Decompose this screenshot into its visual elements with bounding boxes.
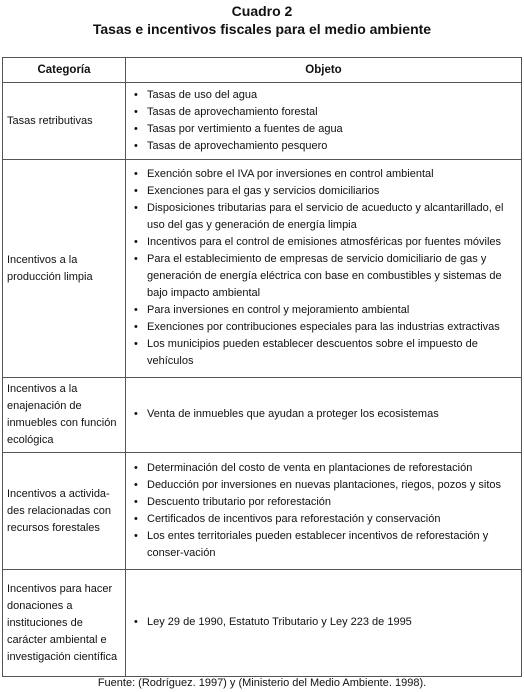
table-header-row	[3, 58, 522, 83]
objects-list	[132, 460, 515, 562]
objects-list	[132, 614, 515, 631]
table-row	[3, 378, 522, 453]
objects-cell	[126, 453, 522, 570]
list-item: • Los municipios pueden establecer descuentos sobre el impuesto de vehículos	[132, 336, 515, 370]
list-item: • Tasas por vertimiento a fuentes de agua	[132, 121, 515, 138]
fiscal-incentives-table	[2, 57, 522, 677]
list-item: • Exenciones para el gas y servicios domiciliarios	[132, 183, 515, 200]
list-item: • Disposiciones tributarias para el servicio de acueducto y alcantarillado, el uso del gas y generación de energía limpia	[132, 200, 515, 234]
list-item: • Certificados de incentivos para reforestación y conservación	[132, 511, 515, 528]
category-cell: Incentivos a la producción limpia	[3, 160, 126, 378]
source-note: Fuente: (Rodríguez. 1997) y (Ministerio del Medio Ambiente. 1998).	[97, 677, 427, 689]
list-item: • Incentivos para el control de emisiones atmosféricas por fuentes móviles	[132, 234, 515, 251]
category-cell: Incentivos para hacer donaciones a instituciones de carácter ambiental e investigación científica	[3, 570, 126, 677]
table-row	[3, 453, 522, 570]
objects-cell	[126, 378, 522, 453]
category-cell: Incentivos a la enajenación de inmuebles con función ecológica	[3, 378, 126, 453]
table-caption	[0, 0, 524, 38]
objects-list	[132, 87, 515, 155]
table-row	[3, 160, 522, 378]
objects-cell	[126, 570, 522, 677]
caption-title: Tasas e incentivos fiscales para el medio ambiente	[92, 21, 432, 37]
category-cell: Tasas retributivas	[3, 83, 126, 160]
caption-label: Cuadro 2	[231, 3, 293, 19]
list-item: • Tasas de aprovechamiento pesquero	[132, 138, 515, 155]
objects-list	[132, 406, 515, 423]
list-item: • Los entes territoriales pueden establecer incentivos de reforestación y conser-vación	[132, 528, 515, 562]
list-item: • Para el establecimiento de empresas de servicio domiciliario de gas y generación de energía eléctrica con base en combustibles y sistemas de bajo impacto ambiental	[132, 251, 515, 302]
list-item: • Descuento tributario por reforestación	[132, 494, 515, 511]
list-item: • Exención sobre el IVA por inversiones en control ambiental	[132, 166, 515, 183]
list-item: • Determinación del costo de venta en plantaciones de reforestación	[132, 460, 515, 477]
column-header-objeto: Objeto	[126, 58, 522, 83]
list-item: • Tasas de uso del agua	[132, 87, 515, 104]
category-cell: Incentivos a activida-des relacionadas con recursos forestales	[3, 453, 126, 570]
list-item: • Exenciones por contribuciones especiales para las industrias extractivas	[132, 319, 515, 336]
list-item: • Tasas de aprovechamiento forestal	[132, 104, 515, 121]
list-item: • Ley 29 de 1990, Estatuto Tributario y Ley 223 de 1995	[132, 614, 515, 631]
column-header-categoria: Categoría	[3, 58, 126, 83]
table-row	[3, 570, 522, 677]
list-item: • Para inversiones en control y mejoramiento ambiental	[132, 302, 515, 319]
list-item: • Venta de inmuebles que ayudan a proteger los ecosistemas	[132, 406, 515, 423]
objects-list	[132, 166, 515, 370]
list-item: • Deducción por inversiones en nuevas plantaciones, riegos, pozos y sitos	[132, 477, 515, 494]
objects-cell	[126, 160, 522, 378]
objects-cell	[126, 83, 522, 160]
table-row	[3, 83, 522, 160]
